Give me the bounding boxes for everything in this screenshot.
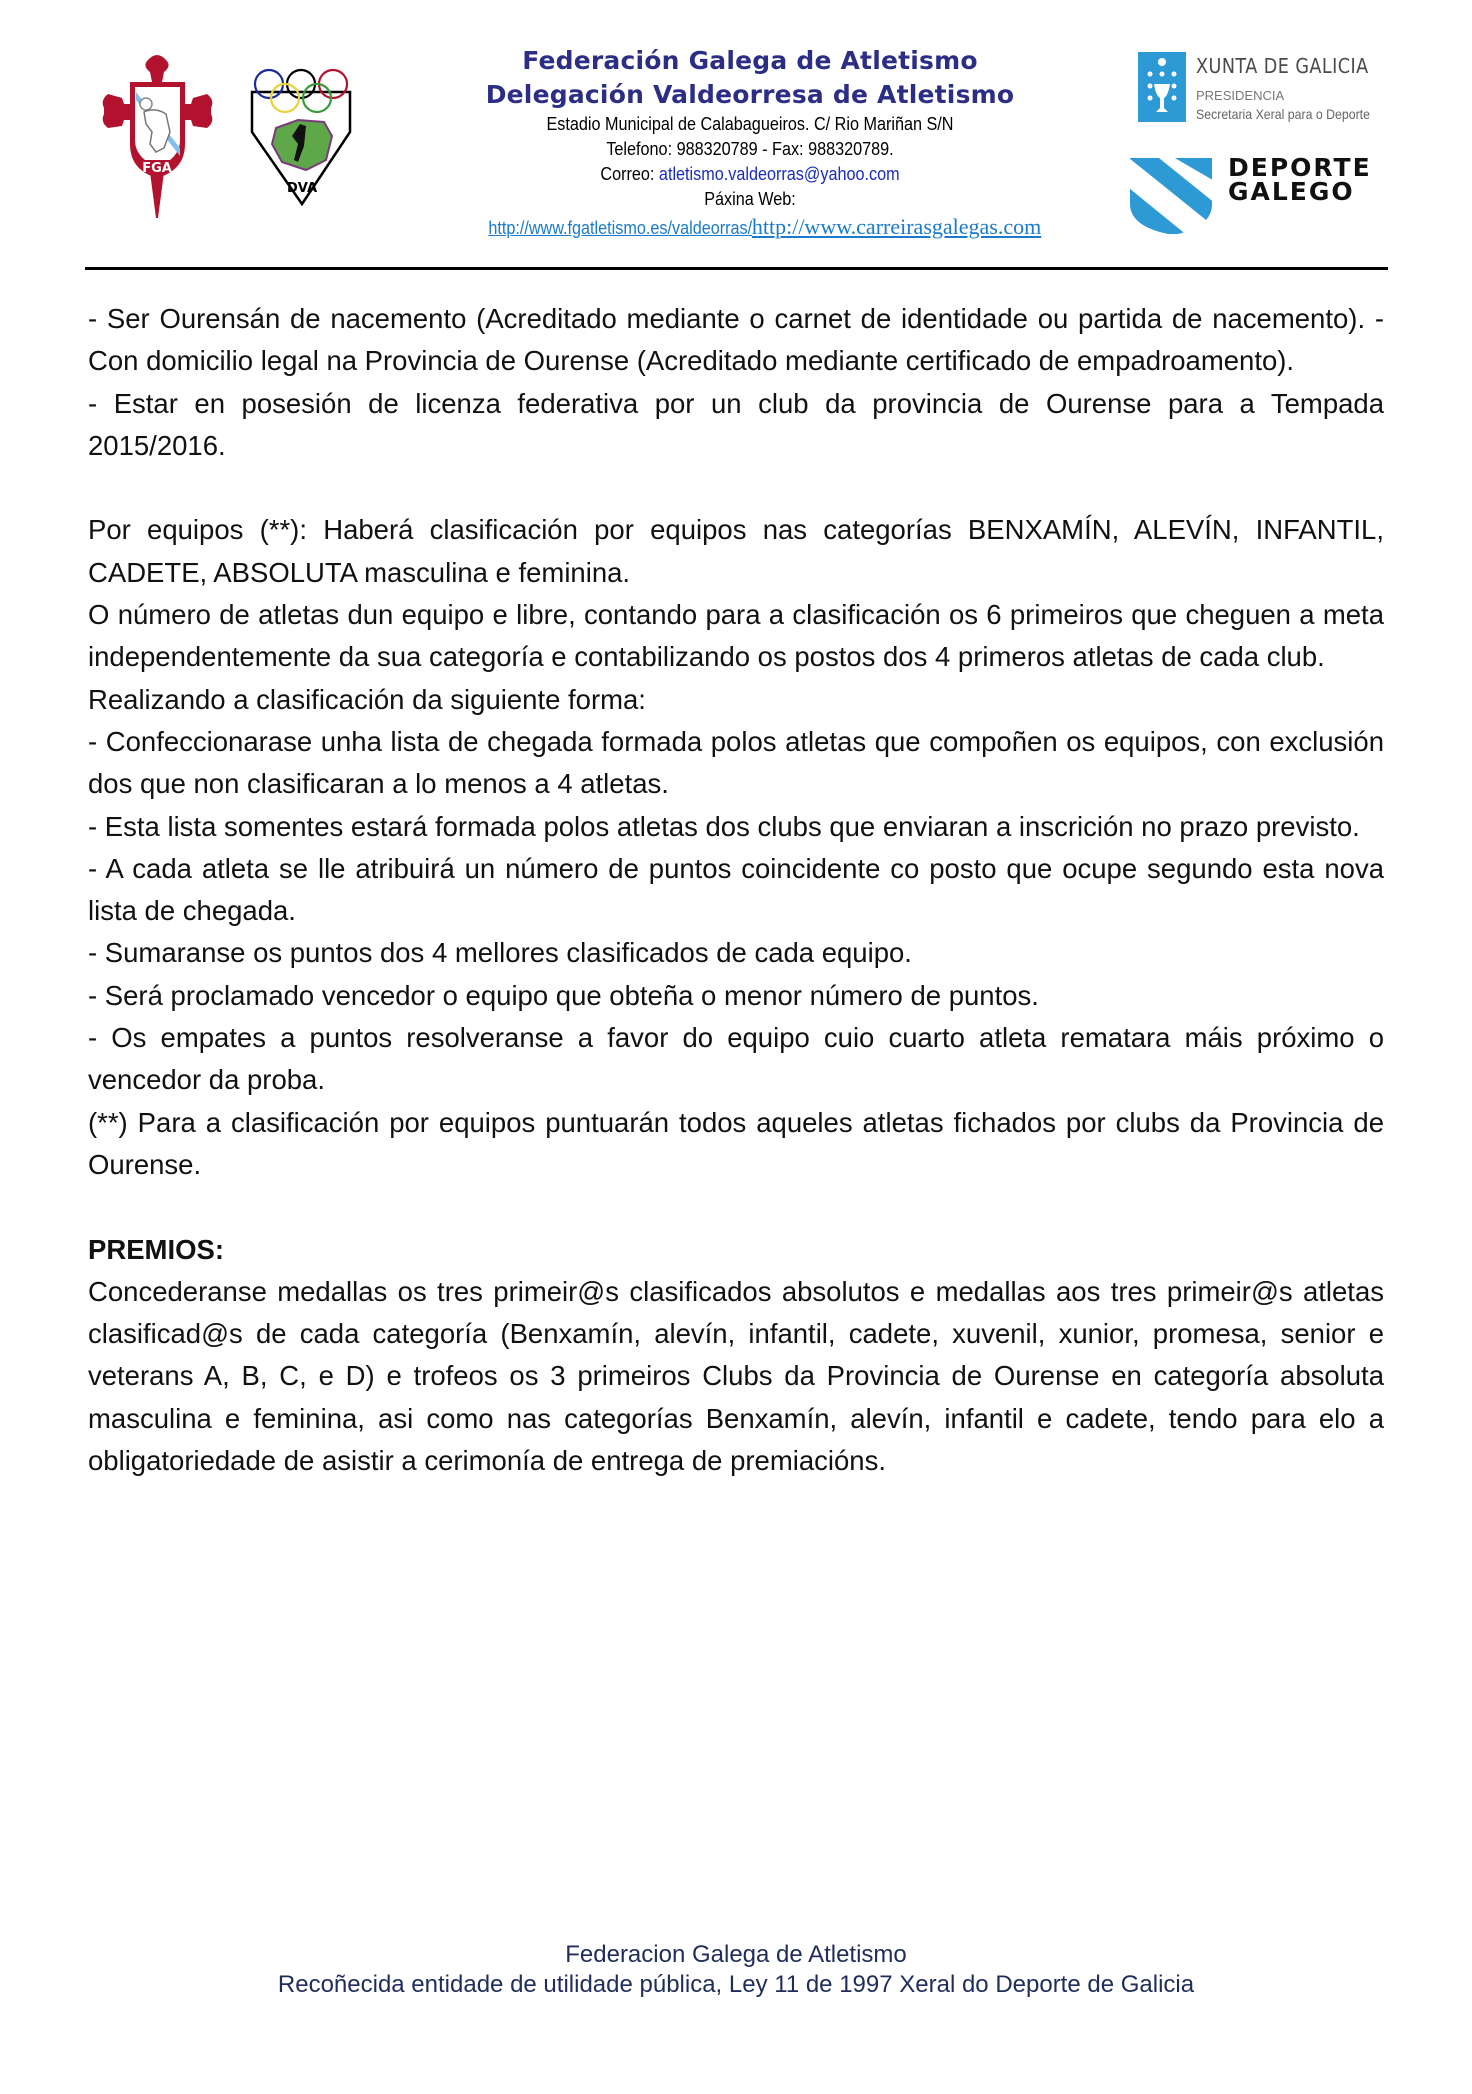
- xunta-logo: [1138, 52, 1408, 126]
- email-link[interactable]: atletismo.valdeorras@yahoo.com: [658, 164, 900, 184]
- address: Estadio Municipal de Calabagueiros. C/ Rio Mariñan S/N: [546, 114, 954, 134]
- fga-valdeorras-link[interactable]: http://www.fgatletismo.es/valdeorras/: [488, 218, 752, 238]
- header-info: [400, 44, 1100, 240]
- premios-text: Concederanse medallas os tres primeir@s clasificados absolutos e medallas aos tres primeir@s atletas clasificad@s de cada categoría (Benxamín, alevín, infantil, cadete, xuvenil, xunior, promesa, senior e veterans A, B, C, e D) e trofeos os 3 primeiros Clubs da Provincia de Ourense en categoría absoluta masculina e feminina, asi como nas categorías Benxamín, alevín, infantil e cadete, tendo para elo a obligatoriedade de asistir a cerimonía de entrega de premiacións.: [88, 1275, 1384, 1477]
- requirement-license: - Estar en posesión de licenza federativa por un club da provincia de Ourense para a Tempada 2015/2016.: [88, 387, 1384, 461]
- rule-arrival-list: - Confeccionarase unha lista de chegada formada polos atletas que compoñen os equipos, con exclusión dos que non clasificaran a lo menos a 4 atletas.: [88, 725, 1384, 800]
- email-line: [435, 162, 1065, 187]
- footer-federation: Federacion Galega de Atletismo: [565, 1941, 907, 1968]
- dva-logo: [246, 62, 356, 212]
- galician-shield-icon: [1128, 154, 1216, 236]
- note-ourense-clubs: (**) Para a clasificación por equipos puntuarán todos aqueles atletas fichados por clubs da Provincia de Ourense.: [88, 1106, 1384, 1180]
- spacer: [88, 1186, 1384, 1228]
- galego-word: GALEGO: [1228, 177, 1355, 206]
- deporte-word: DEPORTE: [1228, 153, 1372, 182]
- svg-text:DVA: DVA: [286, 181, 318, 196]
- document-body: [88, 298, 1384, 1482]
- xunta-secretaria: Secretaria Xeral para o Deporte: [1196, 106, 1370, 122]
- fga-cross-icon: [100, 52, 215, 220]
- classification-method: Realizando a clasificación da siguiente forma:: [88, 683, 646, 715]
- rule-sum-points: - Sumaranse os puntos dos 4 mellores clasificados de cada equipo.: [88, 937, 912, 969]
- svg-text:FGA: FGA: [142, 161, 172, 176]
- web-links: [400, 214, 1100, 240]
- rule-registered-clubs: - Esta lista somentes estará formada polos atletas dos clubs que enviaran a inscrición no prazo previsto.: [88, 810, 1360, 842]
- footer-recognition: Recoñecida entidade de utilidade pública, Ley 11 de 1997 Xeral do Deporte de Galicia: [277, 1971, 1195, 1998]
- team-classification-intro: Por equipos (**): Haberá clasificación por equipos nas categorías BENXAMÍN, ALEVÍN, INFANTIL, CADETE, ABSOLUTA masculina e feminina.: [88, 514, 1384, 588]
- requirement-birthplace: - Ser Ourensán de nacemento (Acreditado mediante o carnet de identidade ou partida de nacemento). - Con domicilio legal na Provincia de Ourense (Acreditado mediante certificado de empadroamento).: [88, 303, 1384, 377]
- spacer: [88, 467, 1384, 509]
- dva-shield-icon: [246, 62, 356, 212]
- team-athlete-count: O número de atletas dun equipo e libre, contando para a clasificación os 6 primeiros que cheguen a meta independentemente da sua categoría e contabilizando os postos dos 4 primeros atletas de cada club.: [88, 599, 1384, 673]
- xunta-title: XUNTA DE GALICIA: [1196, 54, 1369, 78]
- web-label: Páxina Web:: [704, 189, 796, 209]
- carreiras-galegas-link[interactable]: http://www.carreirasgalegas.com: [751, 214, 1042, 239]
- fga-logo: [100, 52, 215, 220]
- xunta-presidencia: PRESIDENCIA: [1196, 88, 1285, 103]
- rule-tiebreak: - Os empates a puntos resolveranse a favor do equipo cuio cuarto atleta rematara máis próximo o vencedor da proba.: [88, 1022, 1384, 1096]
- deporte-galego-logo: [1128, 154, 1398, 236]
- page-footer: [0, 1940, 1472, 2000]
- federation-title: Federación Galega de Atletismo: [522, 46, 978, 75]
- email-label: Correo:: [600, 164, 659, 184]
- xunta-emblem-icon: [1138, 52, 1186, 122]
- phone-fax: Telefono: 988320789 - Fax: 988320789.: [606, 139, 894, 159]
- header-divider: [85, 267, 1388, 270]
- rule-points: - A cada atleta se lle atribuirá un número de puntos coincidente co posto que ocupe segundo esta nova lista de chegada.: [88, 852, 1384, 927]
- deporte-galego-text: [1228, 153, 1372, 206]
- rule-winner: - Será proclamado vencedor o equipo que obteña o menor número de puntos.: [88, 979, 1039, 1011]
- delegation-title: Delegación Valdeorresa de Atletismo: [485, 80, 1015, 109]
- premios-heading: PREMIOS:: [88, 1233, 224, 1265]
